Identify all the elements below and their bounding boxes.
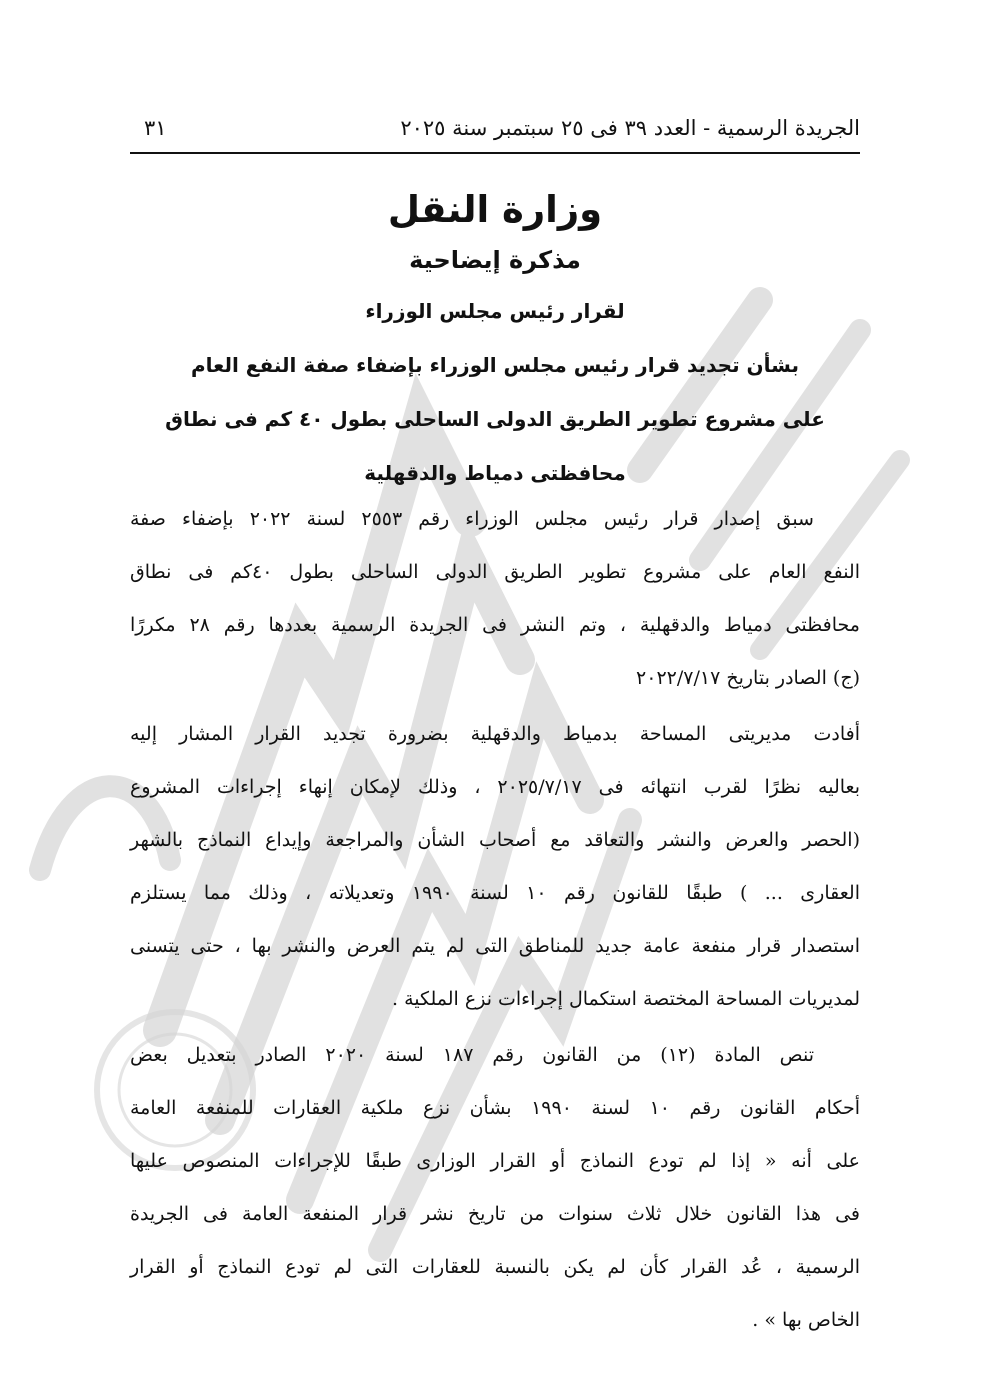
text-line: الرسمية ، عُد القرار كأن لم يكن بالنسبة للعقارات التى لم تودع النماذج أو القرار [130,1256,860,1278]
running-title: الجريدة الرسمية - العدد ٣٩ فى ٢٥ سبتمبر سنة ٢٠٢٥ [400,116,860,140]
page-number: ٣١ [144,116,167,140]
paragraph-2 [130,708,860,1026]
text-line: أحكام القانون رقم ١٠ لسنة ١٩٩٠ بشأن نزع ملكية العقارات للمنفعة العامة [130,1097,860,1119]
text-line: لمديريات المساحة المختصة استكمال إجراءات نزع الملكية . [392,988,860,1010]
text-line: فى هذا القانون خلال ثلاث سنوات من تاريخ نشر قرار المنفعة العامة فى الجريدة [130,1203,860,1225]
text-line: على أنه « إذا لم تودع النماذج أو القرار الوزارى طبقًا للإجراءات المنصوص عليها [130,1150,860,1172]
paragraph-3 [130,1029,860,1347]
title-block [130,182,860,500]
paragraph-1 [130,493,860,705]
subtitle-line-3: على مشروع تطوير الطريق الدولى الساحلى بطول ٤٠ كم فى نطاق [165,407,825,431]
text-line: الخاص بها » . [752,1309,860,1331]
text-line: استصدار قرار منفعة عامة جديد للمناطق التى لم يتم العرض والنشر بها ، حتى يتسنى [130,935,860,957]
text-line: النفع العام على مشروع تطوير الطريق الدولى الساحلى بطول ٤٠كم فى نطاق [130,561,860,583]
ministry-title: وزارة النقل [387,188,603,231]
text-line: (ج) الصادر بتاريخ ٢٠٢٢/٧/١٧ [636,667,860,689]
page-header [130,112,860,154]
text-line: تنص المادة (١٢) من القانون رقم ١٨٧ لسنة ٢٠٢٠ الصادر بتعديل بعض [130,1044,814,1066]
text-line: محافظتى دمياط والدقهلية ، وتم النشر فى الجريدة الرسمية بعددها رقم ٢٨ مكررًا [130,614,860,636]
subtitle-line-1: لقرار رئيس مجلس الوزراء [365,299,625,323]
text-line: سبق إصدار قرار رئيس مجلس الوزراء رقم ٢٥٥٣ لسنة ٢٠٢٢ بإضفاء صفة [130,508,814,530]
subtitle-line-4: محافظتى دمياط والدقهلية [364,461,626,485]
text-line: أفادت مديريتى المساحة بدمياط والدقهلية بضرورة تجديد القرار المشار إليه [130,723,860,745]
text-line: العقارى ... ) طبقًا للقانون رقم ١٠ لسنة ١٩٩٠ وتعديلاته ، وذلك مما يستلزم [130,882,860,904]
subtitle-line-2: بشأن تجديد قرار رئيس مجلس الوزراء بإضفاء صفة النفع العام [191,353,799,377]
memo-title: مذكرة إيضاحية [409,246,581,274]
text-line: (الحصر والعرض والنشر والتعاقد مع أصحاب الشأن والمراجعة وإيداع النماذج بالشهر [130,829,860,851]
text-line: بعاليه نظرًا لقرب انتهائه فى ٢٠٢٥/٧/١٧ ، وذلك لإمكان إنهاء إجراءات المشروع [130,776,860,798]
memo-body [130,493,860,1347]
